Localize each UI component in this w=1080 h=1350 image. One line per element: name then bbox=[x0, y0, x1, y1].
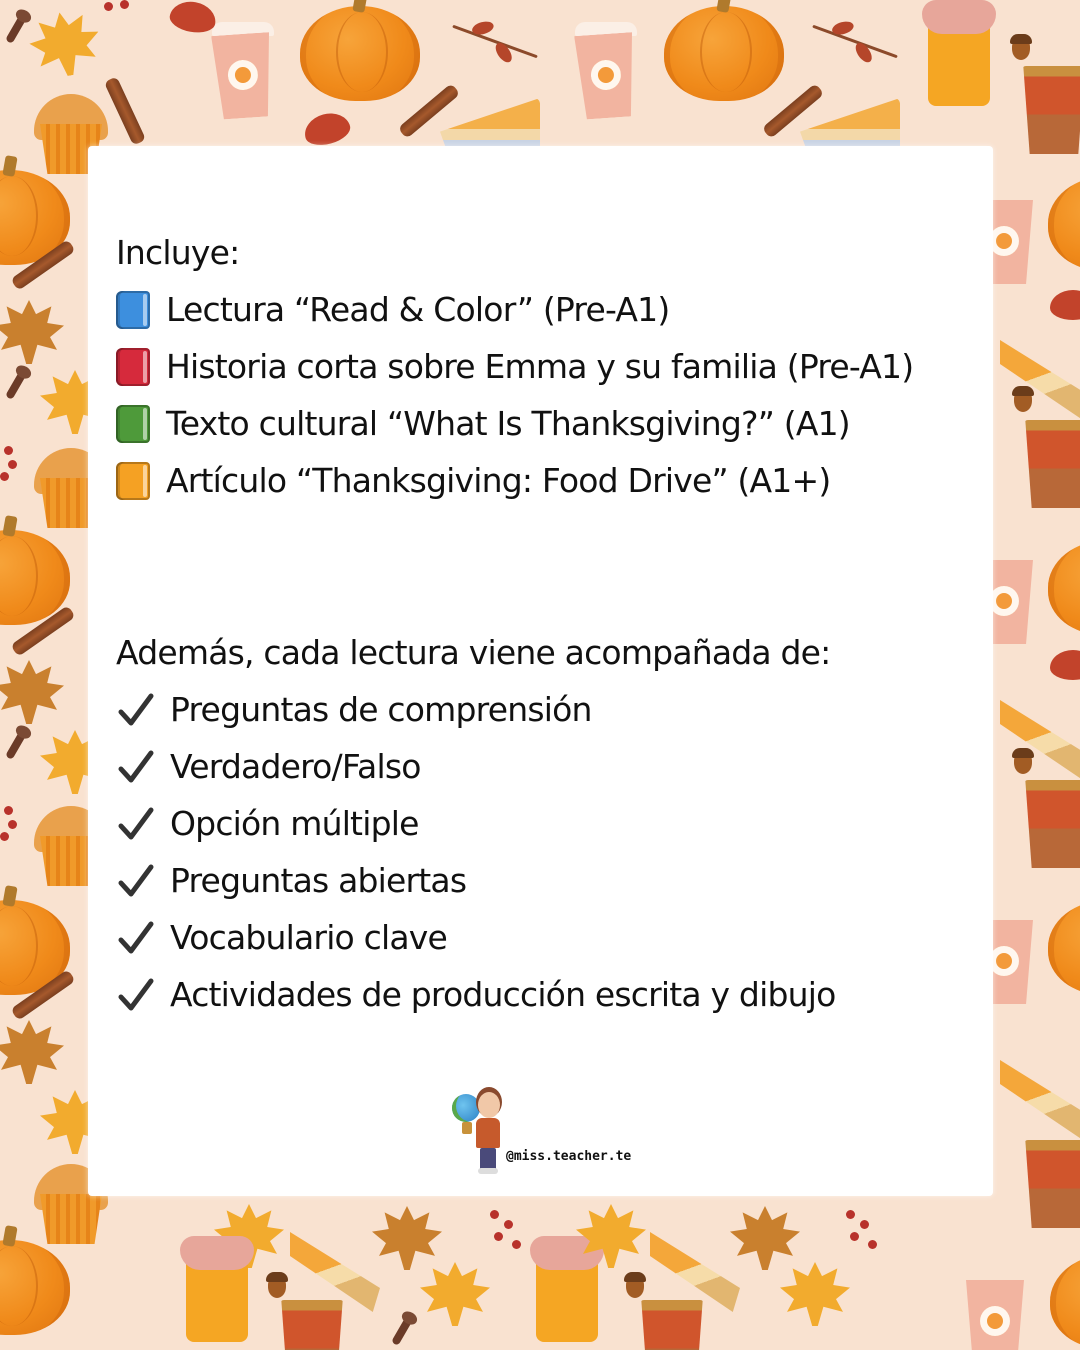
extras-heading: Además, cada lectura viene acompañada de: bbox=[116, 633, 831, 672]
leaf-branch-icon bbox=[452, 25, 538, 59]
clove-icon bbox=[391, 1316, 413, 1346]
includes-heading: Incluye: bbox=[116, 233, 240, 272]
berries-icon bbox=[100, 0, 140, 40]
extras-item bbox=[116, 738, 976, 795]
coffee-cup-icon bbox=[640, 1300, 704, 1350]
checkmark-icon bbox=[116, 807, 156, 841]
latte-cup-icon bbox=[966, 1280, 1024, 1350]
blue-book-icon bbox=[116, 291, 150, 329]
extras-item bbox=[116, 909, 976, 966]
pumpkin-icon bbox=[1048, 540, 1080, 635]
coffee-cup-icon bbox=[1024, 420, 1080, 508]
extras-item-text: Preguntas de comprensión bbox=[170, 690, 592, 729]
maple-leaf-icon bbox=[780, 1262, 850, 1326]
pumpkin-icon bbox=[1048, 176, 1080, 271]
includes-item-text: Texto cultural “What Is Thanksgiving?” (A1) bbox=[166, 404, 850, 443]
red-leaf-icon bbox=[1050, 650, 1080, 680]
acorn-icon bbox=[1014, 752, 1032, 774]
clove-icon bbox=[5, 370, 27, 400]
section-spacer bbox=[116, 509, 976, 624]
cinnamon-stick-icon bbox=[104, 76, 146, 145]
author-footer bbox=[448, 1086, 631, 1176]
avatar-head bbox=[478, 1092, 500, 1118]
includes-item-text: Artículo “Thanksgiving: Food Drive” (A1+) bbox=[166, 461, 831, 500]
avatar-shoes bbox=[478, 1168, 498, 1174]
pumpkin-icon bbox=[664, 6, 784, 101]
pumpkin-icon bbox=[1050, 1254, 1080, 1349]
pie-slice-icon bbox=[1000, 1060, 1080, 1140]
oak-leaf-icon bbox=[0, 300, 64, 364]
avatar-legs bbox=[480, 1148, 496, 1170]
globe-icon bbox=[452, 1094, 480, 1122]
oak-leaf-icon bbox=[0, 660, 64, 724]
acorn-icon bbox=[1012, 38, 1030, 60]
checkmark-icon bbox=[116, 750, 156, 784]
avatar-body bbox=[476, 1118, 500, 1148]
teacher-avatar-icon bbox=[448, 1086, 506, 1176]
content-card bbox=[88, 146, 993, 1196]
red-leaf-icon bbox=[1050, 290, 1080, 320]
includes-item bbox=[116, 395, 976, 452]
card-content bbox=[116, 224, 976, 1023]
extras-item-text: Actividades de producción escrita y dibujo bbox=[170, 975, 836, 1014]
pie-slice-icon bbox=[1000, 340, 1080, 420]
pumpkin-icon bbox=[300, 6, 420, 101]
extras-item bbox=[116, 852, 976, 909]
includes-item bbox=[116, 281, 976, 338]
includes-item bbox=[116, 452, 976, 509]
pumpkin-icon bbox=[0, 1240, 70, 1335]
includes-item bbox=[116, 338, 976, 395]
clove-icon bbox=[5, 730, 27, 760]
latte-cup-icon bbox=[211, 32, 275, 120]
checkmark-icon bbox=[116, 921, 156, 955]
acorn-icon bbox=[626, 1276, 644, 1298]
acorn-icon bbox=[1014, 390, 1032, 412]
red-leaf-icon bbox=[301, 109, 353, 150]
maple-leaf-icon bbox=[420, 1262, 490, 1326]
pie-slice-icon bbox=[1000, 700, 1080, 780]
leaf-branch-icon bbox=[812, 25, 898, 59]
berries-icon bbox=[490, 1210, 530, 1250]
checkmark-icon bbox=[116, 864, 156, 898]
acorn-icon bbox=[268, 1276, 286, 1298]
green-book-icon bbox=[116, 405, 150, 443]
clove-icon bbox=[5, 14, 27, 44]
cupcake-base-icon bbox=[40, 1194, 102, 1244]
jam-jar-icon bbox=[928, 14, 990, 106]
coffee-cup-icon bbox=[1024, 780, 1080, 868]
checkmark-icon bbox=[116, 693, 156, 727]
red-leaf-icon bbox=[168, 0, 219, 36]
coffee-cup-icon bbox=[1022, 66, 1080, 154]
jam-jar-icon bbox=[536, 1250, 598, 1342]
oak-leaf-icon bbox=[730, 1206, 800, 1270]
coffee-cup-icon bbox=[280, 1300, 344, 1350]
extras-item bbox=[116, 966, 976, 1023]
orange-book-icon bbox=[116, 462, 150, 500]
extras-item-text: Preguntas abiertas bbox=[170, 861, 467, 900]
includes-item-text: Historia corta sobre Emma y su familia (Pre-A1) bbox=[166, 347, 914, 386]
coffee-cup-icon bbox=[1024, 1140, 1080, 1228]
red-book-icon bbox=[116, 348, 150, 386]
extras-item-text: Verdadero/Falso bbox=[170, 747, 421, 786]
latte-cup-icon bbox=[574, 32, 638, 120]
jam-jar-icon bbox=[186, 1250, 248, 1342]
extras-item-text: Vocabulario clave bbox=[170, 918, 448, 957]
extras-item bbox=[116, 795, 976, 852]
oak-leaf-icon bbox=[372, 1206, 442, 1270]
author-handle[interactable]: @miss.teacher.te bbox=[506, 1149, 632, 1164]
oak-leaf-icon bbox=[0, 1020, 64, 1084]
berries-icon bbox=[846, 1210, 886, 1250]
extras-item bbox=[116, 681, 976, 738]
berries-icon bbox=[0, 440, 40, 480]
pumpkin-icon bbox=[1048, 900, 1080, 995]
checkmark-icon bbox=[116, 978, 156, 1012]
includes-item-text: Lectura “Read & Color” (Pre-A1) bbox=[166, 290, 670, 329]
globe-stand bbox=[462, 1122, 472, 1134]
extras-item-text: Opción múltiple bbox=[170, 804, 419, 843]
maple-leaf-icon bbox=[25, 6, 105, 81]
